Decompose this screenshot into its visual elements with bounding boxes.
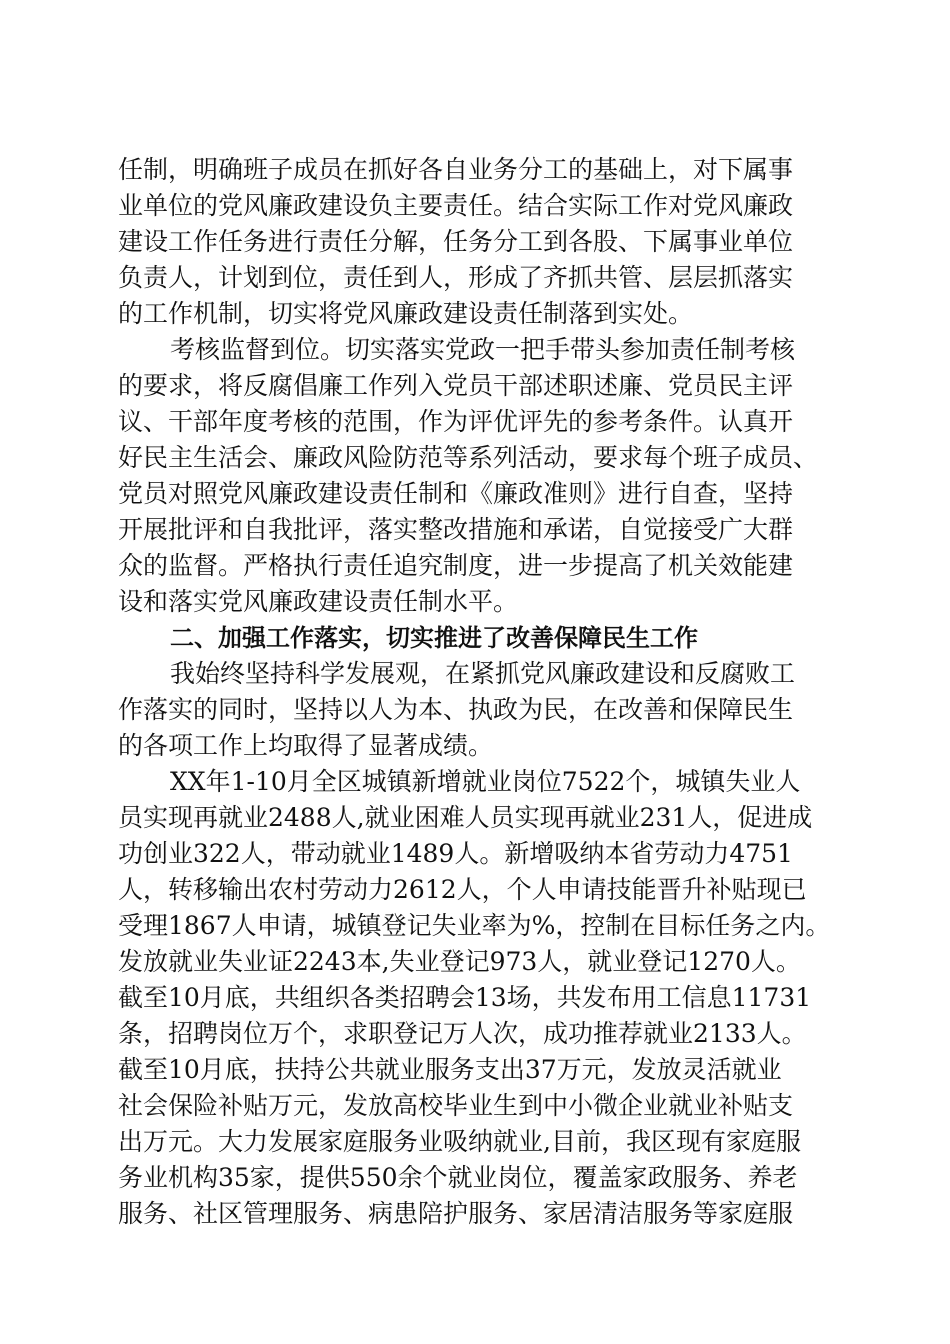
text-line: 条，招聘岗位万个，求职登记万人次，成功推荐就业2133人。 [118,1019,807,1048]
text-line: 功创业322人，带动就业1489人。新增吸纳本省劳动力4751 [118,839,793,868]
text-line: 众的监督。严格执行责任追究制度，进一步提高了机关效能建 [118,551,794,580]
text-line: 党员对照党风廉政建设责任制和《廉政准则》进行自查，坚持 [118,479,794,508]
text-line: 出万元。大力发展家庭服务业吸纳就业,目前，我区现有家庭服 [118,1127,801,1156]
text-line: 负责人，计划到位，责任到人，形成了齐抓共管、层层抓落实 [118,263,794,292]
text-line: 设和落实党风廉政建设责任制水平。 [118,587,519,616]
text-line: 的工作机制，切实将党风廉政建设责任制落到实处。 [118,299,694,328]
text-line: 人，转移输出农村劳动力2612人，个人申请技能晋升补贴现已 [118,875,807,904]
text-line: 任制，明确班子成员在抓好各自业务分工的基础上，对下属事 [118,155,794,184]
text-line: 议、干部年度考核的范围，作为评优评先的参考条件。认真开 [118,407,794,436]
text-line: 社会保险补贴万元，发放高校毕业生到中小微企业就业补贴支 [118,1091,794,1120]
text-line: 业单位的党风廉政建设负主要责任。结合实际工作对党风廉政 [118,191,794,220]
paragraph-first-line: 考核监督到位。切实落实党政一把手带头参加责任制考核 [170,335,796,364]
paragraph-first-line: 我始终坚持科学发展观，在紧抓党风廉政建设和反腐败工 [170,659,796,688]
text-line: 受理1867人申请，城镇登记失业率为%，控制在目标任务之内。 [118,911,831,940]
text-line: 发放就业失业证2243本,失业登记973人，就业登记1270人。 [118,947,801,976]
text-line: 建设工作任务进行责任分解，任务分工到各股、下属事业单位 [118,227,794,256]
text-line: 服务、社区管理服务、病患陪护服务、家居清洁服务等家庭服 [118,1199,794,1228]
text-line: 开展批评和自我批评，落实整改措施和承诺，自觉接受广大群 [118,515,794,544]
text-line: 务业机构35家，提供550余个就业岗位，覆盖家政服务、养老 [118,1163,798,1192]
text-line: 的要求，将反腐倡廉工作列入党员干部述职述廉、党员民主评 [118,371,794,400]
paragraph-first-line: XX年1-10月全区城镇新增就业岗位7522个，城镇失业人 [170,767,801,796]
text-line: 员实现再就业2488人,就业困难人员实现再就业231人，促进成 [118,803,813,832]
text-line: 好民主生活会、廉政风险防范等系列活动，要求每个班子成员、 [118,443,819,472]
text-line: 作落实的同时，坚持以人为本、执政为民，在改善和保障民生 [118,695,794,724]
text-line: 截至10月底，共组织各类招聘会13场，共发布用工信息11731 [118,983,812,1012]
section-heading: 二、加强工作落实，切实推进了改善保障民生工作 [170,624,698,652]
text-line: 的各项工作上均取得了显著成绩。 [118,731,494,760]
text-line: 截至10月底，扶持公共就业服务支出37万元，发放灵活就业 [118,1055,782,1084]
